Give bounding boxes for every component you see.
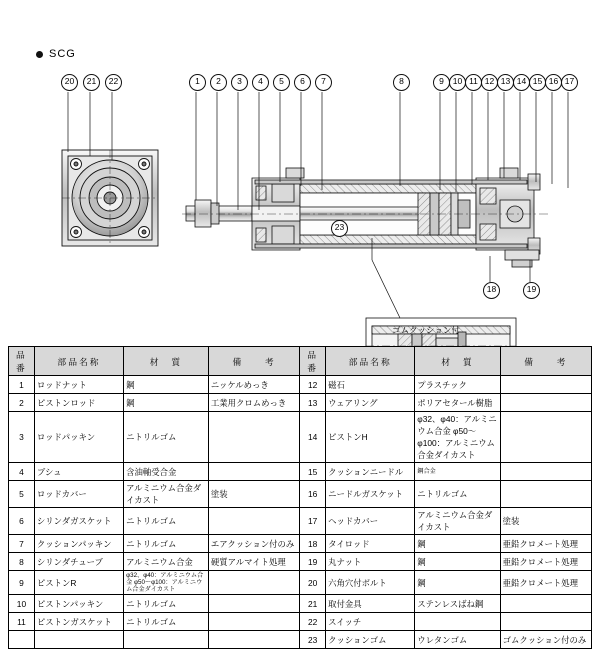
cell-remark: 亜鉛クロメート処理 — [500, 535, 591, 553]
cell-name: 六角穴付ボルト — [326, 571, 415, 595]
cell-remark — [500, 613, 591, 631]
cell-remark: 塗装 — [500, 508, 591, 535]
parts-table — [8, 346, 592, 649]
cell-name: ロッドカバー — [34, 481, 123, 508]
table-row — [9, 553, 592, 571]
cell-material: ニトリルゴム — [415, 481, 500, 508]
cell-material: 鋼 — [415, 535, 500, 553]
table-row — [9, 481, 592, 508]
cell-name: ロッドナット — [34, 376, 123, 394]
cell-name: ニードルガスケット — [326, 481, 415, 508]
header-name-right: 部品名称 — [326, 347, 415, 376]
header-name-left: 部品名称 — [34, 347, 123, 376]
cell-material — [415, 613, 500, 631]
cell-name: スイッチ — [326, 613, 415, 631]
callout-11: 11 — [465, 74, 482, 91]
callout-2: 2 — [210, 74, 227, 91]
callout-1: 1 — [189, 74, 206, 91]
cell-remark: 工業用クロムめっき — [208, 394, 299, 412]
cell-no: 3 — [9, 412, 35, 463]
table-row — [9, 613, 592, 631]
cell-no: 8 — [9, 553, 35, 571]
cell-empty — [124, 631, 209, 649]
cell-remark: 亜鉛クロメート処理 — [500, 571, 591, 595]
cell-empty — [208, 631, 299, 649]
cell-remark — [208, 571, 299, 595]
cell-material: ニトリルゴム — [124, 412, 209, 463]
table-header-row — [9, 347, 592, 376]
cell-remark — [208, 595, 299, 613]
cell-no: 4 — [9, 463, 35, 481]
cell-name: クッションゴム — [326, 631, 415, 649]
cell-material: ニトリルゴム — [124, 595, 209, 613]
header-material-left: 材 質 — [124, 347, 209, 376]
cell-remark — [500, 394, 591, 412]
cell-remark: 硬質アルマイト処理 — [208, 553, 299, 571]
cell-no: 20 — [300, 571, 326, 595]
callout-3: 3 — [231, 74, 248, 91]
cell-no: 23 — [300, 631, 326, 649]
cell-remark — [208, 412, 299, 463]
cell-remark: エアクッション付のみ — [208, 535, 299, 553]
cell-name: 取付金具 — [326, 595, 415, 613]
cell-remark: 塗装 — [208, 481, 299, 508]
material-line-a: 鋼合金 — [417, 467, 436, 475]
callout-14: 14 — [513, 74, 530, 91]
cell-material: ニトリルゴム — [124, 508, 209, 535]
cell-remark — [208, 508, 299, 535]
cell-remark — [500, 412, 591, 463]
header-remark-right: 備 考 — [500, 347, 591, 376]
cell-name: ヘッドカバー — [326, 508, 415, 535]
callout-5: 5 — [273, 74, 290, 91]
cell-empty — [34, 631, 123, 649]
cell-material: アルミニウム合金ダイカスト — [124, 481, 209, 508]
cell-name: ピストンR — [34, 571, 123, 595]
callout-4: 4 — [252, 74, 269, 91]
table-row — [9, 376, 592, 394]
cell-no: 1 — [9, 376, 35, 394]
assembly-drawing — [0, 60, 600, 340]
callout-16: 16 — [545, 74, 562, 91]
cell-empty — [9, 631, 35, 649]
callout-8: 8 — [393, 74, 410, 91]
cell-name: ピストンロッド — [34, 394, 123, 412]
cell-name: シリンダガスケット — [34, 508, 123, 535]
cell-remark: ゴムクッション付のみ — [500, 631, 591, 649]
cell-remark — [500, 376, 591, 394]
callout-10: 10 — [449, 74, 466, 91]
cell-name: 丸ナット — [326, 553, 415, 571]
cell-no: 21 — [300, 595, 326, 613]
cell-no: 7 — [9, 535, 35, 553]
cell-remark — [500, 595, 591, 613]
cell-no: 14 — [300, 412, 326, 463]
cell-material — [124, 571, 209, 595]
cell-remark — [208, 613, 299, 631]
cell-material: 鋼 — [124, 376, 209, 394]
cell-no: 2 — [9, 394, 35, 412]
cell-name: クッションニードル — [326, 463, 415, 481]
cell-no: 10 — [9, 595, 35, 613]
callout-23: 23 — [331, 220, 348, 237]
cell-name: ピストンパッキン — [34, 595, 123, 613]
callout-19: 19 — [523, 282, 540, 299]
series-label — [36, 48, 76, 60]
cell-name: 磁石 — [326, 376, 415, 394]
callout-20: 20 — [61, 74, 78, 91]
cell-material: ウレタンゴム — [415, 631, 500, 649]
cell-material — [415, 463, 500, 481]
table-row — [9, 595, 592, 613]
cell-remark — [500, 463, 591, 481]
cell-no: 19 — [300, 553, 326, 571]
cell-name: ピストンガスケット — [34, 613, 123, 631]
cell-material: ニトリルゴム — [124, 535, 209, 553]
cell-remark — [208, 463, 299, 481]
table-row — [9, 412, 592, 463]
table-row — [9, 535, 592, 553]
bullet-icon — [36, 51, 43, 58]
cell-remark: ニッケルめっき — [208, 376, 299, 394]
cell-material: アルミニウム合金 — [124, 553, 209, 571]
header-no-left: 品番 — [9, 347, 35, 376]
cell-remark — [500, 481, 591, 508]
cell-material: φ32、φ40：アルミニウム合金 φ50～φ100：アルミニウム合金ダイカスト — [415, 412, 500, 463]
cell-no: 12 — [300, 376, 326, 394]
cell-name: シリンダチューブ — [34, 553, 123, 571]
callout-15: 15 — [529, 74, 546, 91]
cell-name: ピストンH — [326, 412, 415, 463]
table-row — [9, 631, 592, 649]
table-row — [9, 394, 592, 412]
cell-name: クッションパッキン — [34, 535, 123, 553]
callout-17: 17 — [561, 74, 578, 91]
cell-no: 9 — [9, 571, 35, 595]
callout-7: 7 — [315, 74, 332, 91]
drawing-svg — [0, 60, 600, 350]
callout-18: 18 — [483, 282, 500, 299]
cell-material: ステンレスばね鋼 — [415, 595, 500, 613]
callout-6: 6 — [294, 74, 311, 91]
cell-material: ポリアセタール樹脂 — [415, 394, 500, 412]
cell-material: プラスチック — [415, 376, 500, 394]
cell-name: ウェアリング — [326, 394, 415, 412]
header-no-right: 品番 — [300, 347, 326, 376]
cell-no: 6 — [9, 508, 35, 535]
cell-material: ニトリルゴム — [124, 613, 209, 631]
cell-name: ロッドパッキン — [34, 412, 123, 463]
cell-no: 11 — [9, 613, 35, 631]
cell-no: 17 — [300, 508, 326, 535]
cell-no: 22 — [300, 613, 326, 631]
cell-no: 15 — [300, 463, 326, 481]
cell-name: タイロッド — [326, 535, 415, 553]
rubber-cushion-note: ゴムクッション付 — [392, 325, 460, 335]
callout-9: 9 — [433, 74, 450, 91]
cell-no: 16 — [300, 481, 326, 508]
callout-13: 13 — [497, 74, 514, 91]
table-row — [9, 571, 592, 595]
callout-21: 21 — [83, 74, 100, 91]
cell-no: 18 — [300, 535, 326, 553]
cell-name: ブシュ — [34, 463, 123, 481]
cell-material: 含油軸受合金 — [124, 463, 209, 481]
header-remark-left: 備 考 — [208, 347, 299, 376]
cell-material: 鋼 — [415, 571, 500, 595]
cell-material: 鋼 — [124, 394, 209, 412]
material-line-a: φ32、φ40：アルミニウム合金 φ50～φ100：アルミニウム合金ダイカスト — [126, 572, 204, 594]
cell-material: 鋼 — [415, 553, 500, 571]
table-row — [9, 463, 592, 481]
cell-remark: 亜鉛クロメート処理 — [500, 553, 591, 571]
callout-22: 22 — [105, 74, 122, 91]
cell-no: 13 — [300, 394, 326, 412]
cell-no: 5 — [9, 481, 35, 508]
series-label-text: SCG — [49, 48, 76, 61]
header-material-right: 材 質 — [415, 347, 500, 376]
table-row — [9, 508, 592, 535]
cell-material: アルミニウム合金ダイカスト — [415, 508, 500, 535]
callout-12: 12 — [481, 74, 498, 91]
